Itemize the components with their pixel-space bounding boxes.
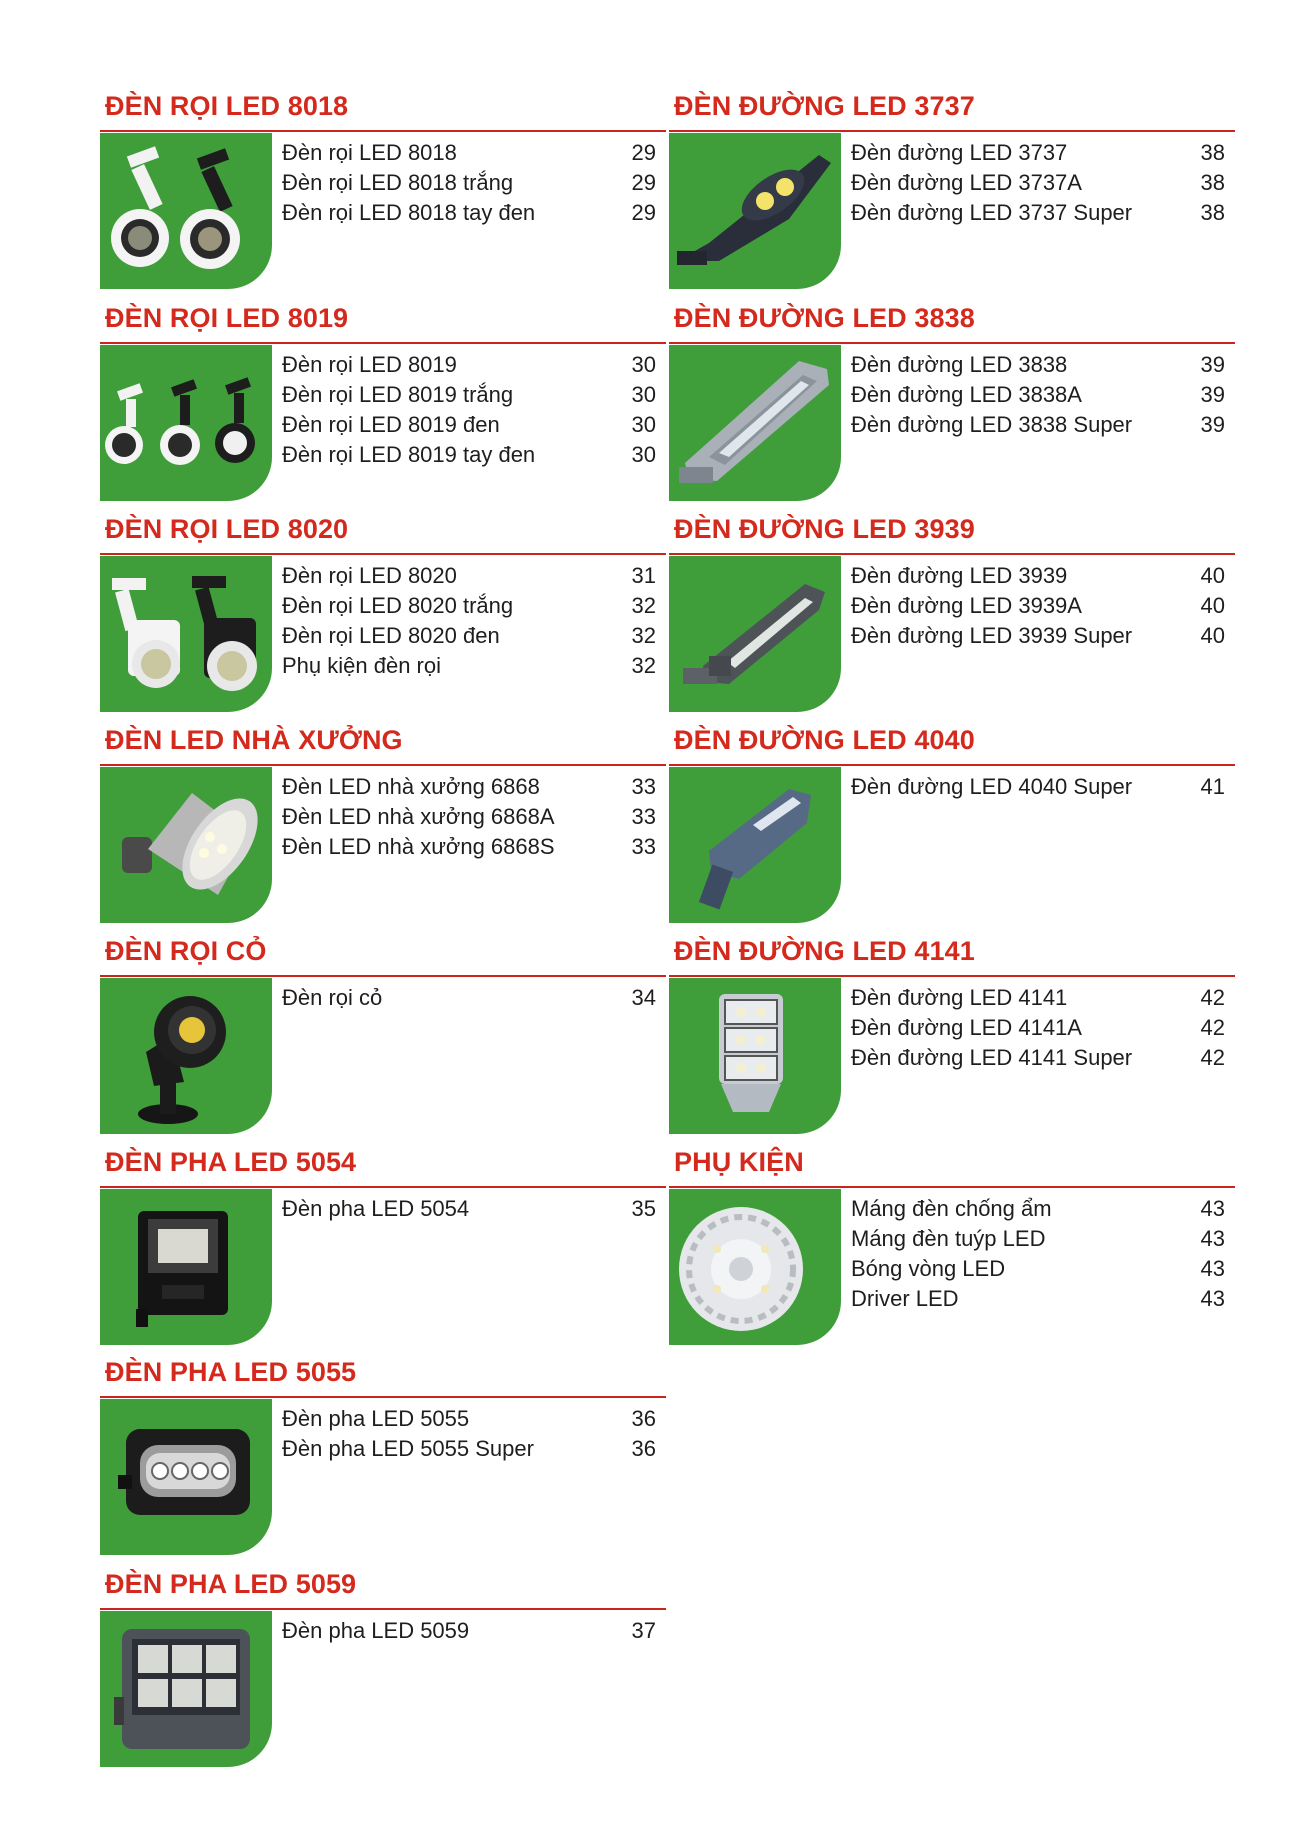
section-duong-3737 (669, 90, 1235, 302)
entry-page-number: 38 (1200, 140, 1225, 165)
product-thumbnail (100, 1611, 272, 1767)
entry-page-number: 30 (631, 442, 656, 467)
entry-name: Đèn đường LED 4141 Super (851, 1045, 1133, 1070)
item-list (282, 983, 666, 1013)
item-list (282, 561, 666, 681)
product-thumbnail (100, 767, 272, 923)
section-pha-5055 (100, 1356, 666, 1568)
section-divider (100, 342, 666, 344)
section-divider (669, 342, 1235, 344)
entry-page-number: 43 (1200, 1196, 1225, 1221)
section-divider (100, 553, 666, 555)
item-list (282, 1194, 666, 1224)
toc-entry[interactable] (851, 1043, 1235, 1073)
toc-entry[interactable] (282, 591, 666, 621)
entry-name: Đèn rọi LED 8018 tay đen (282, 200, 536, 225)
section-title: ĐÈN RỌI LED 8018 (105, 91, 349, 121)
entry-name: Đèn rọi LED 8019 trắng (282, 382, 514, 407)
product-thumbnail (100, 978, 272, 1134)
item-list (282, 772, 666, 862)
entry-page-number: 39 (1200, 382, 1225, 407)
toc-entry[interactable] (282, 772, 666, 802)
section-title: ĐÈN ĐƯỜNG LED 3737 (674, 91, 975, 121)
led-ring-module-icon (669, 1189, 841, 1345)
item-list (851, 138, 1235, 228)
section-divider (100, 1396, 666, 1398)
section-divider (100, 130, 666, 132)
track-light-icon (100, 345, 272, 501)
entry-name: Bóng vòng LED (851, 1256, 1006, 1281)
entry-name: Đèn đường LED 3838A (851, 382, 1082, 407)
toc-entry[interactable] (851, 138, 1235, 168)
toc-entry[interactable] (851, 983, 1235, 1013)
high-bay-light-icon (100, 767, 272, 923)
product-thumbnail (669, 978, 841, 1134)
section-title: ĐÈN PHA LED 5059 (105, 1569, 357, 1599)
toc-entry[interactable] (282, 1434, 666, 1464)
product-thumbnail (100, 1189, 272, 1345)
section-title: ĐÈN ĐƯỜNG LED 3838 (674, 303, 975, 333)
entry-name: Đèn rọi LED 8019 tay đen (282, 442, 536, 467)
entry-name: Đèn đường LED 3838 Super (851, 412, 1133, 437)
garden-spot-light-icon (100, 978, 272, 1134)
entry-page-number: 41 (1200, 774, 1225, 799)
entry-name: Đèn đường LED 4141A (851, 1015, 1082, 1040)
entry-page-number: 42 (1200, 1045, 1225, 1070)
entry-page-number: 29 (631, 140, 656, 165)
toc-entry[interactable] (851, 1284, 1235, 1314)
entry-page-number: 43 (1200, 1256, 1225, 1281)
section-nha-xuong (100, 724, 666, 936)
entry-page-number: 30 (631, 382, 656, 407)
section-divider (100, 975, 666, 977)
toc-entry[interactable] (282, 651, 666, 681)
product-thumbnail (669, 556, 841, 712)
product-thumbnail (100, 1399, 272, 1555)
floodlight-icon (100, 1189, 272, 1345)
toc-entry[interactable] (282, 410, 666, 440)
entry-page-number: 36 (631, 1436, 656, 1461)
section-divider (669, 975, 1235, 977)
entry-name: Đèn đường LED 4040 Super (851, 774, 1133, 799)
entry-name: Driver LED (851, 1286, 959, 1311)
entry-page-number: 36 (631, 1406, 656, 1431)
entry-page-number: 35 (631, 1196, 656, 1221)
product-thumbnail (669, 345, 841, 501)
entry-name: Đèn rọi LED 8018 (282, 140, 457, 165)
section-duong-3939 (669, 513, 1235, 725)
entry-name: Đèn đường LED 3838 (851, 352, 1068, 377)
floodlight-icon (100, 1399, 272, 1555)
section-divider (669, 1186, 1235, 1188)
street-light-icon (669, 767, 841, 923)
product-thumbnail (100, 556, 272, 712)
item-list (851, 1194, 1235, 1314)
entry-name: Phụ kiện đèn rọi (282, 653, 441, 678)
toc-entry[interactable] (282, 440, 666, 470)
street-light-icon (669, 345, 841, 501)
entry-page-number: 43 (1200, 1226, 1225, 1251)
entry-name: Đèn rọi cỏ (282, 985, 383, 1010)
entry-page-number: 33 (631, 774, 656, 799)
section-title: ĐÈN PHA LED 5054 (105, 1147, 357, 1177)
toc-entry[interactable] (282, 561, 666, 591)
entry-name: Đèn đường LED 3939A (851, 593, 1082, 618)
item-list (282, 1404, 666, 1464)
entry-page-number: 40 (1200, 623, 1225, 648)
entry-name: Đèn đường LED 3737 (851, 140, 1068, 165)
entry-page-number: 40 (1200, 563, 1225, 588)
item-list (851, 561, 1235, 651)
section-roi-co (100, 935, 666, 1147)
street-light-icon (669, 556, 841, 712)
entry-page-number: 30 (631, 412, 656, 437)
section-title: PHỤ KIỆN (674, 1147, 804, 1177)
track-light-icon (100, 133, 272, 289)
toc-entry[interactable] (282, 1616, 666, 1646)
entry-page-number: 31 (631, 563, 656, 588)
section-roi-8018 (100, 90, 666, 302)
product-thumbnail (100, 133, 272, 289)
section-title: ĐÈN RỌI CỎ (105, 936, 267, 966)
entry-page-number: 32 (631, 653, 656, 678)
toc-entry[interactable] (282, 138, 666, 168)
entry-page-number: 33 (631, 804, 656, 829)
entry-page-number: 30 (631, 352, 656, 377)
entry-name: Đèn LED nhà xưởng 6868 (282, 774, 540, 799)
toc-entry[interactable] (851, 591, 1235, 621)
toc-entry[interactable] (282, 621, 666, 651)
entry-name: Đèn đường LED 3939 (851, 563, 1068, 588)
toc-entry[interactable] (851, 380, 1235, 410)
toc-entry[interactable] (282, 350, 666, 380)
toc-entry[interactable] (851, 561, 1235, 591)
toc-entry[interactable] (282, 802, 666, 832)
section-title: ĐÈN ĐƯỜNG LED 3939 (674, 514, 975, 544)
track-light-icon (100, 556, 272, 712)
entry-page-number: 43 (1200, 1286, 1225, 1311)
entry-page-number: 29 (631, 200, 656, 225)
entry-name: Đèn LED nhà xưởng 6868S (282, 834, 555, 859)
toc-entry[interactable] (851, 1254, 1235, 1284)
toc-entry[interactable] (851, 198, 1235, 228)
entry-page-number: 34 (631, 985, 656, 1010)
section-duong-4141 (669, 935, 1235, 1147)
entry-name: Đèn pha LED 5059 (282, 1618, 470, 1643)
entry-page-number: 32 (631, 593, 656, 618)
entry-name: Đèn rọi LED 8020 (282, 563, 457, 588)
entry-name: Đèn rọi LED 8019 đen (282, 412, 500, 437)
entry-name: Đèn pha LED 5054 (282, 1196, 470, 1221)
item-list (282, 1616, 666, 1646)
section-roi-8020 (100, 513, 666, 725)
section-duong-3838 (669, 302, 1235, 514)
toc-entry[interactable] (282, 832, 666, 862)
entry-name: Đèn rọi LED 8018 trắng (282, 170, 514, 195)
toc-entry[interactable] (851, 772, 1235, 802)
item-list (851, 350, 1235, 440)
entry-page-number: 29 (631, 170, 656, 195)
entry-name: Đèn đường LED 3939 Super (851, 623, 1133, 648)
entry-page-number: 38 (1200, 170, 1225, 195)
section-title: ĐÈN RỌI LED 8019 (105, 303, 349, 333)
toc-entry[interactable] (282, 380, 666, 410)
entry-page-number: 32 (631, 623, 656, 648)
section-duong-4040 (669, 724, 1235, 936)
product-thumbnail (669, 767, 841, 923)
entry-page-number: 33 (631, 834, 656, 859)
toc-entry[interactable] (282, 168, 666, 198)
toc-entry[interactable] (851, 621, 1235, 651)
section-divider (669, 764, 1235, 766)
item-list (851, 983, 1235, 1073)
item-list (851, 772, 1235, 802)
product-thumbnail (100, 345, 272, 501)
entry-name: Đèn pha LED 5055 Super (282, 1436, 534, 1461)
entry-name: Đèn rọi LED 8020 trắng (282, 593, 514, 618)
section-divider (100, 1186, 666, 1188)
toc-entry[interactable] (851, 410, 1235, 440)
toc-entry[interactable] (851, 168, 1235, 198)
toc-entry[interactable] (282, 198, 666, 228)
section-title: ĐÈN ĐƯỜNG LED 4141 (674, 936, 975, 966)
section-title: ĐÈN RỌI LED 8020 (105, 514, 349, 544)
toc-entry[interactable] (851, 1013, 1235, 1043)
entry-name: Đèn đường LED 3737A (851, 170, 1082, 195)
section-title: ĐÈN PHA LED 5055 (105, 1357, 357, 1387)
entry-page-number: 42 (1200, 985, 1225, 1010)
entry-name: Đèn pha LED 5055 (282, 1406, 470, 1431)
entry-name: Đèn rọi LED 8020 đen (282, 623, 500, 648)
entry-page-number: 39 (1200, 352, 1225, 377)
section-divider (100, 1608, 666, 1610)
entry-name: Đèn đường LED 3737 Super (851, 200, 1133, 225)
entry-page-number: 37 (631, 1618, 656, 1643)
entry-name: Đèn rọi LED 8019 (282, 352, 457, 377)
section-title: ĐÈN LED NHÀ XƯỞNG (105, 725, 403, 755)
section-divider (669, 130, 1235, 132)
section-roi-8019 (100, 302, 666, 514)
toc-entry[interactable] (282, 1194, 666, 1224)
entry-page-number: 39 (1200, 412, 1225, 437)
street-light-icon (669, 133, 841, 289)
section-title: ĐÈN ĐƯỜNG LED 4040 (674, 725, 975, 755)
toc-entry[interactable] (851, 1194, 1235, 1224)
entry-name: Đèn đường LED 4141 (851, 985, 1068, 1010)
product-thumbnail (669, 1189, 841, 1345)
entry-name: Đèn LED nhà xưởng 6868A (282, 804, 555, 829)
section-divider (669, 553, 1235, 555)
section-pha-5054 (100, 1146, 666, 1358)
toc-entry[interactable] (851, 350, 1235, 380)
modular-street-light-icon (669, 978, 841, 1134)
section-phu-kien (669, 1146, 1235, 1358)
item-list (282, 138, 666, 228)
entry-name: Máng đèn tuýp LED (851, 1226, 1046, 1251)
toc-entry[interactable] (851, 1224, 1235, 1254)
entry-page-number: 42 (1200, 1015, 1225, 1040)
toc-entry[interactable] (282, 983, 666, 1013)
item-list (282, 350, 666, 470)
section-divider (100, 764, 666, 766)
product-thumbnail (669, 133, 841, 289)
floodlight-icon (100, 1611, 272, 1767)
entry-page-number: 38 (1200, 200, 1225, 225)
section-pha-5059 (100, 1568, 666, 1780)
toc-entry[interactable] (282, 1404, 666, 1434)
entry-name: Máng đèn chống ẩm (851, 1196, 1052, 1221)
entry-page-number: 40 (1200, 593, 1225, 618)
